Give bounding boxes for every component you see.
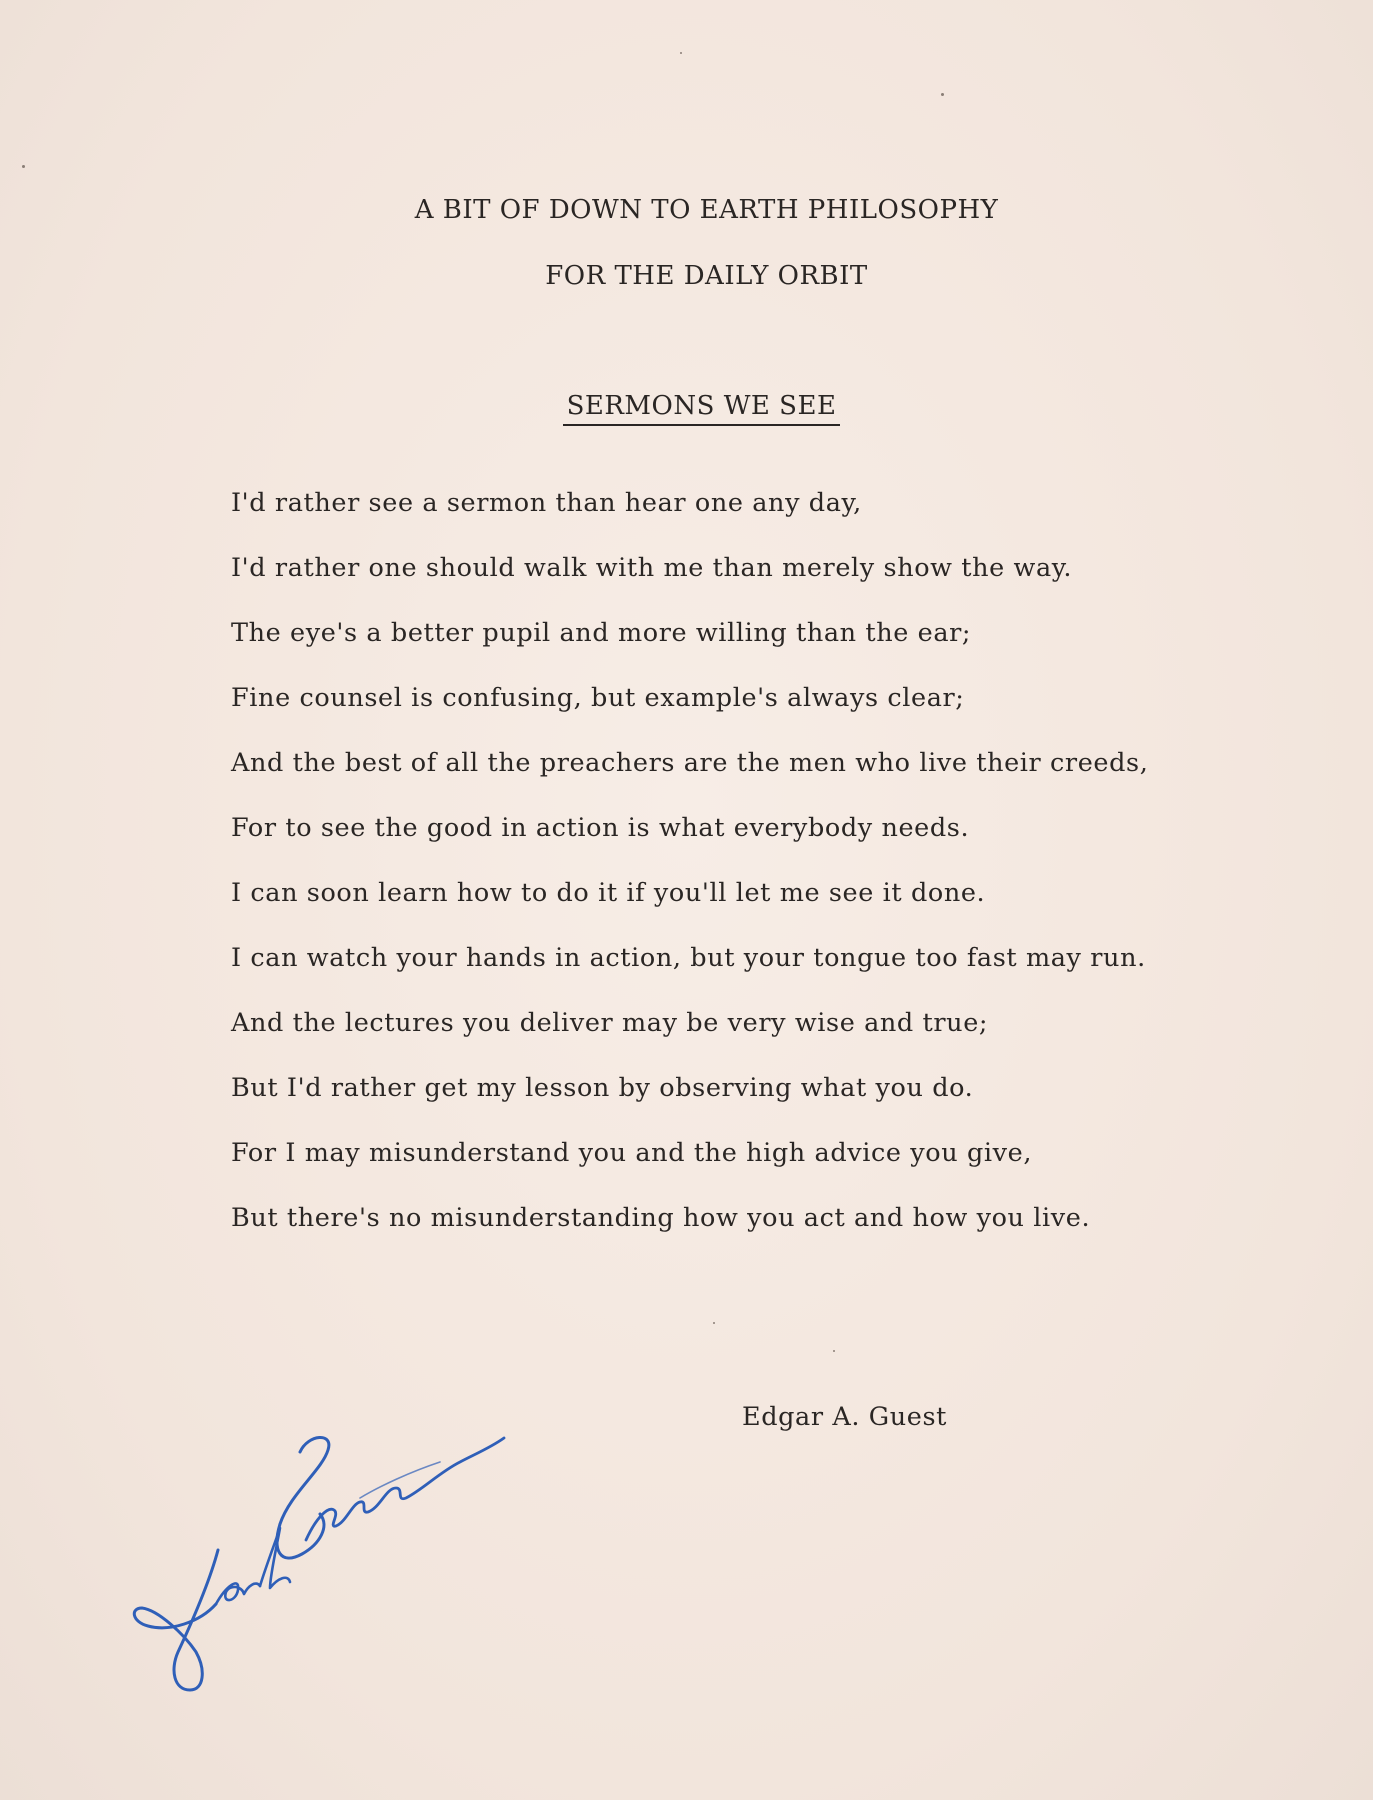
poem-title-text: SERMONS WE SEE: [563, 391, 841, 426]
poem-line: I'd rather one should walk with me than merely show the way.: [231, 553, 1073, 583]
poem-body: [231, 488, 1261, 1268]
paper-speck: [713, 1322, 715, 1324]
paper-speck: [22, 165, 25, 168]
poem-line: For I may misunderstand you and the high advice you give,: [231, 1138, 1033, 1168]
poem-line: For to see the good in action is what everybody needs.: [231, 813, 970, 843]
poem-line: I can soon learn how to do it if you'll let me see it done.: [231, 878, 986, 908]
poem-line: The eye's a better pupil and more willing than the ear;: [231, 618, 972, 648]
document-title-line-2: FOR THE DAILY ORBIT: [545, 261, 868, 291]
poem-line: And the best of all the preachers are the men who live their creeds,: [231, 748, 1149, 778]
poem-title: [0, 391, 1373, 426]
document-title-line-1: A BIT OF DOWN TO EARTH PHILOSOPHY: [414, 195, 999, 225]
poem-line: But there's no misunderstanding how you act and how you live.: [231, 1203, 1091, 1233]
handwritten-signature: [130, 1390, 520, 1710]
poem-line: I can watch your hands in action, but your tongue too fast may run.: [231, 943, 1146, 973]
poem-line: I'd rather see a sermon than hear one any day,: [231, 488, 862, 518]
poem-line: But I'd rather get my lesson by observing what you do.: [231, 1073, 974, 1103]
paper-speck: [680, 52, 682, 54]
author-attribution: Edgar A. Guest: [742, 1402, 948, 1432]
paper-speck: [941, 93, 944, 96]
poem-line: And the lectures you deliver may be very wise and true;: [231, 1008, 989, 1038]
poem-line: Fine counsel is confusing, but example's always clear;: [231, 683, 965, 713]
paper-speck: [833, 1350, 835, 1352]
